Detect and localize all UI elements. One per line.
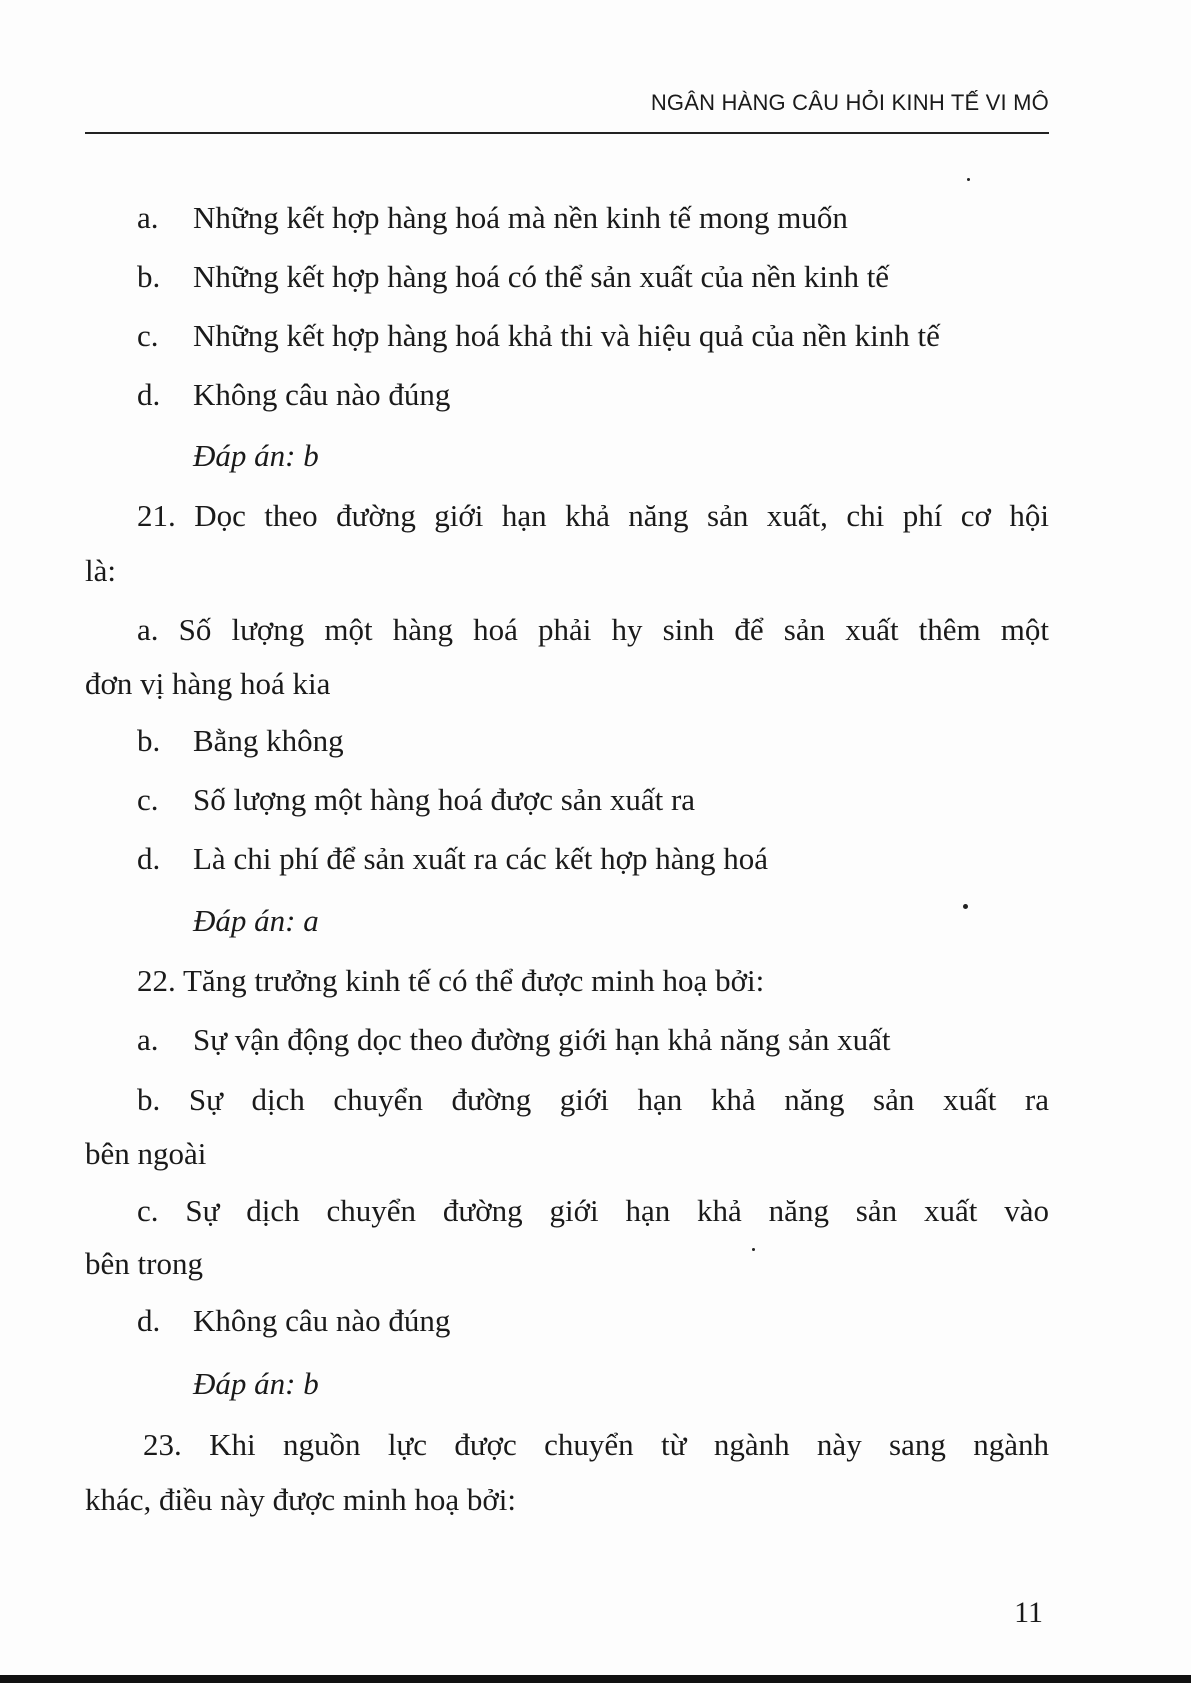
q22-answer: Đáp án: b	[193, 1366, 319, 1401]
q22-option-c-line1: c. Sự dịch chuyển đường giới hạn khả năng sản xuất vào	[137, 1193, 1049, 1228]
q21-stem-line1: 21. Dọc theo đường giới hạn khả năng sản xuất, chi phí cơ hội	[137, 498, 1049, 533]
running-header: NGÂN HÀNG CÂU HỎI KINH TẾ VI MÔ	[650, 90, 1049, 115]
option-text: Số lượng một hàng hoá được sản xuất ra	[193, 782, 696, 817]
scan-speck	[963, 904, 968, 909]
q23-stem-line1: 23. Khi nguồn lực được chuyển từ ngành này sang ngành	[143, 1427, 1049, 1462]
option-label: b.	[137, 723, 161, 758]
q22-option-b-line1: b. Sự dịch chuyển đường giới hạn khả năng sản xuất ra	[137, 1082, 1049, 1117]
scan-speck	[967, 178, 970, 181]
q20-option-d	[137, 377, 450, 413]
q21-option-a-line2: đơn vị hàng hoá kia	[85, 666, 331, 701]
q21-option-a-line1: a. Số lượng một hàng hoá phải hy sinh để sản xuất thêm một	[137, 612, 1049, 647]
q23-stem-line2: khác, điều này được minh hoạ bởi:	[85, 1482, 516, 1517]
q20-option-b	[137, 259, 889, 295]
option-text: Những kết hợp hàng hoá khả thi và hiệu quả của nền kinh tế	[193, 318, 940, 353]
scan-edge	[0, 1675, 1191, 1683]
option-label: b.	[137, 259, 161, 294]
header-rule	[85, 132, 1049, 134]
option-label: c.	[137, 318, 159, 353]
option-label: d.	[137, 1303, 161, 1338]
option-text: Sự vận động dọc theo đường giới hạn khả năng sản xuất	[193, 1022, 891, 1057]
option-label: d.	[137, 377, 161, 412]
option-text: Những kết hợp hàng hoá có thể sản xuất của nền kinh tế	[193, 259, 890, 294]
option-label: a.	[137, 1022, 159, 1057]
q22-stem: 22. Tăng trưởng kinh tế có thể được minh hoạ bởi:	[137, 963, 765, 998]
option-text: Bằng không	[193, 723, 344, 758]
option-text: Những kết hợp hàng hoá mà nền kinh tế mong muốn	[193, 200, 848, 235]
page-number: 11	[1014, 1596, 1043, 1629]
q20-option-a	[137, 200, 848, 236]
option-text: Không câu nào đúng	[193, 377, 451, 412]
option-label: d.	[137, 841, 161, 876]
option-text: Không câu nào đúng	[193, 1303, 451, 1338]
q21-option-b	[137, 723, 344, 759]
q22-option-b-line2: bên ngoài	[85, 1136, 207, 1171]
option-label: c.	[137, 782, 159, 817]
q22-option-c-line2: bên trong	[85, 1246, 203, 1281]
q20-answer: Đáp án: b	[193, 438, 319, 473]
q22-option-d	[137, 1303, 450, 1339]
scan-speck	[752, 1248, 755, 1251]
q21-option-d	[137, 841, 768, 877]
q20-option-c	[137, 318, 940, 354]
option-text: Là chi phí để sản xuất ra các kết hợp hàng hoá	[193, 841, 769, 876]
q21-answer: Đáp án: a	[193, 903, 319, 938]
q21-option-c	[137, 782, 695, 818]
q21-stem-line2: là:	[85, 553, 116, 588]
q22-option-a	[137, 1022, 890, 1058]
option-label: a.	[137, 200, 159, 235]
